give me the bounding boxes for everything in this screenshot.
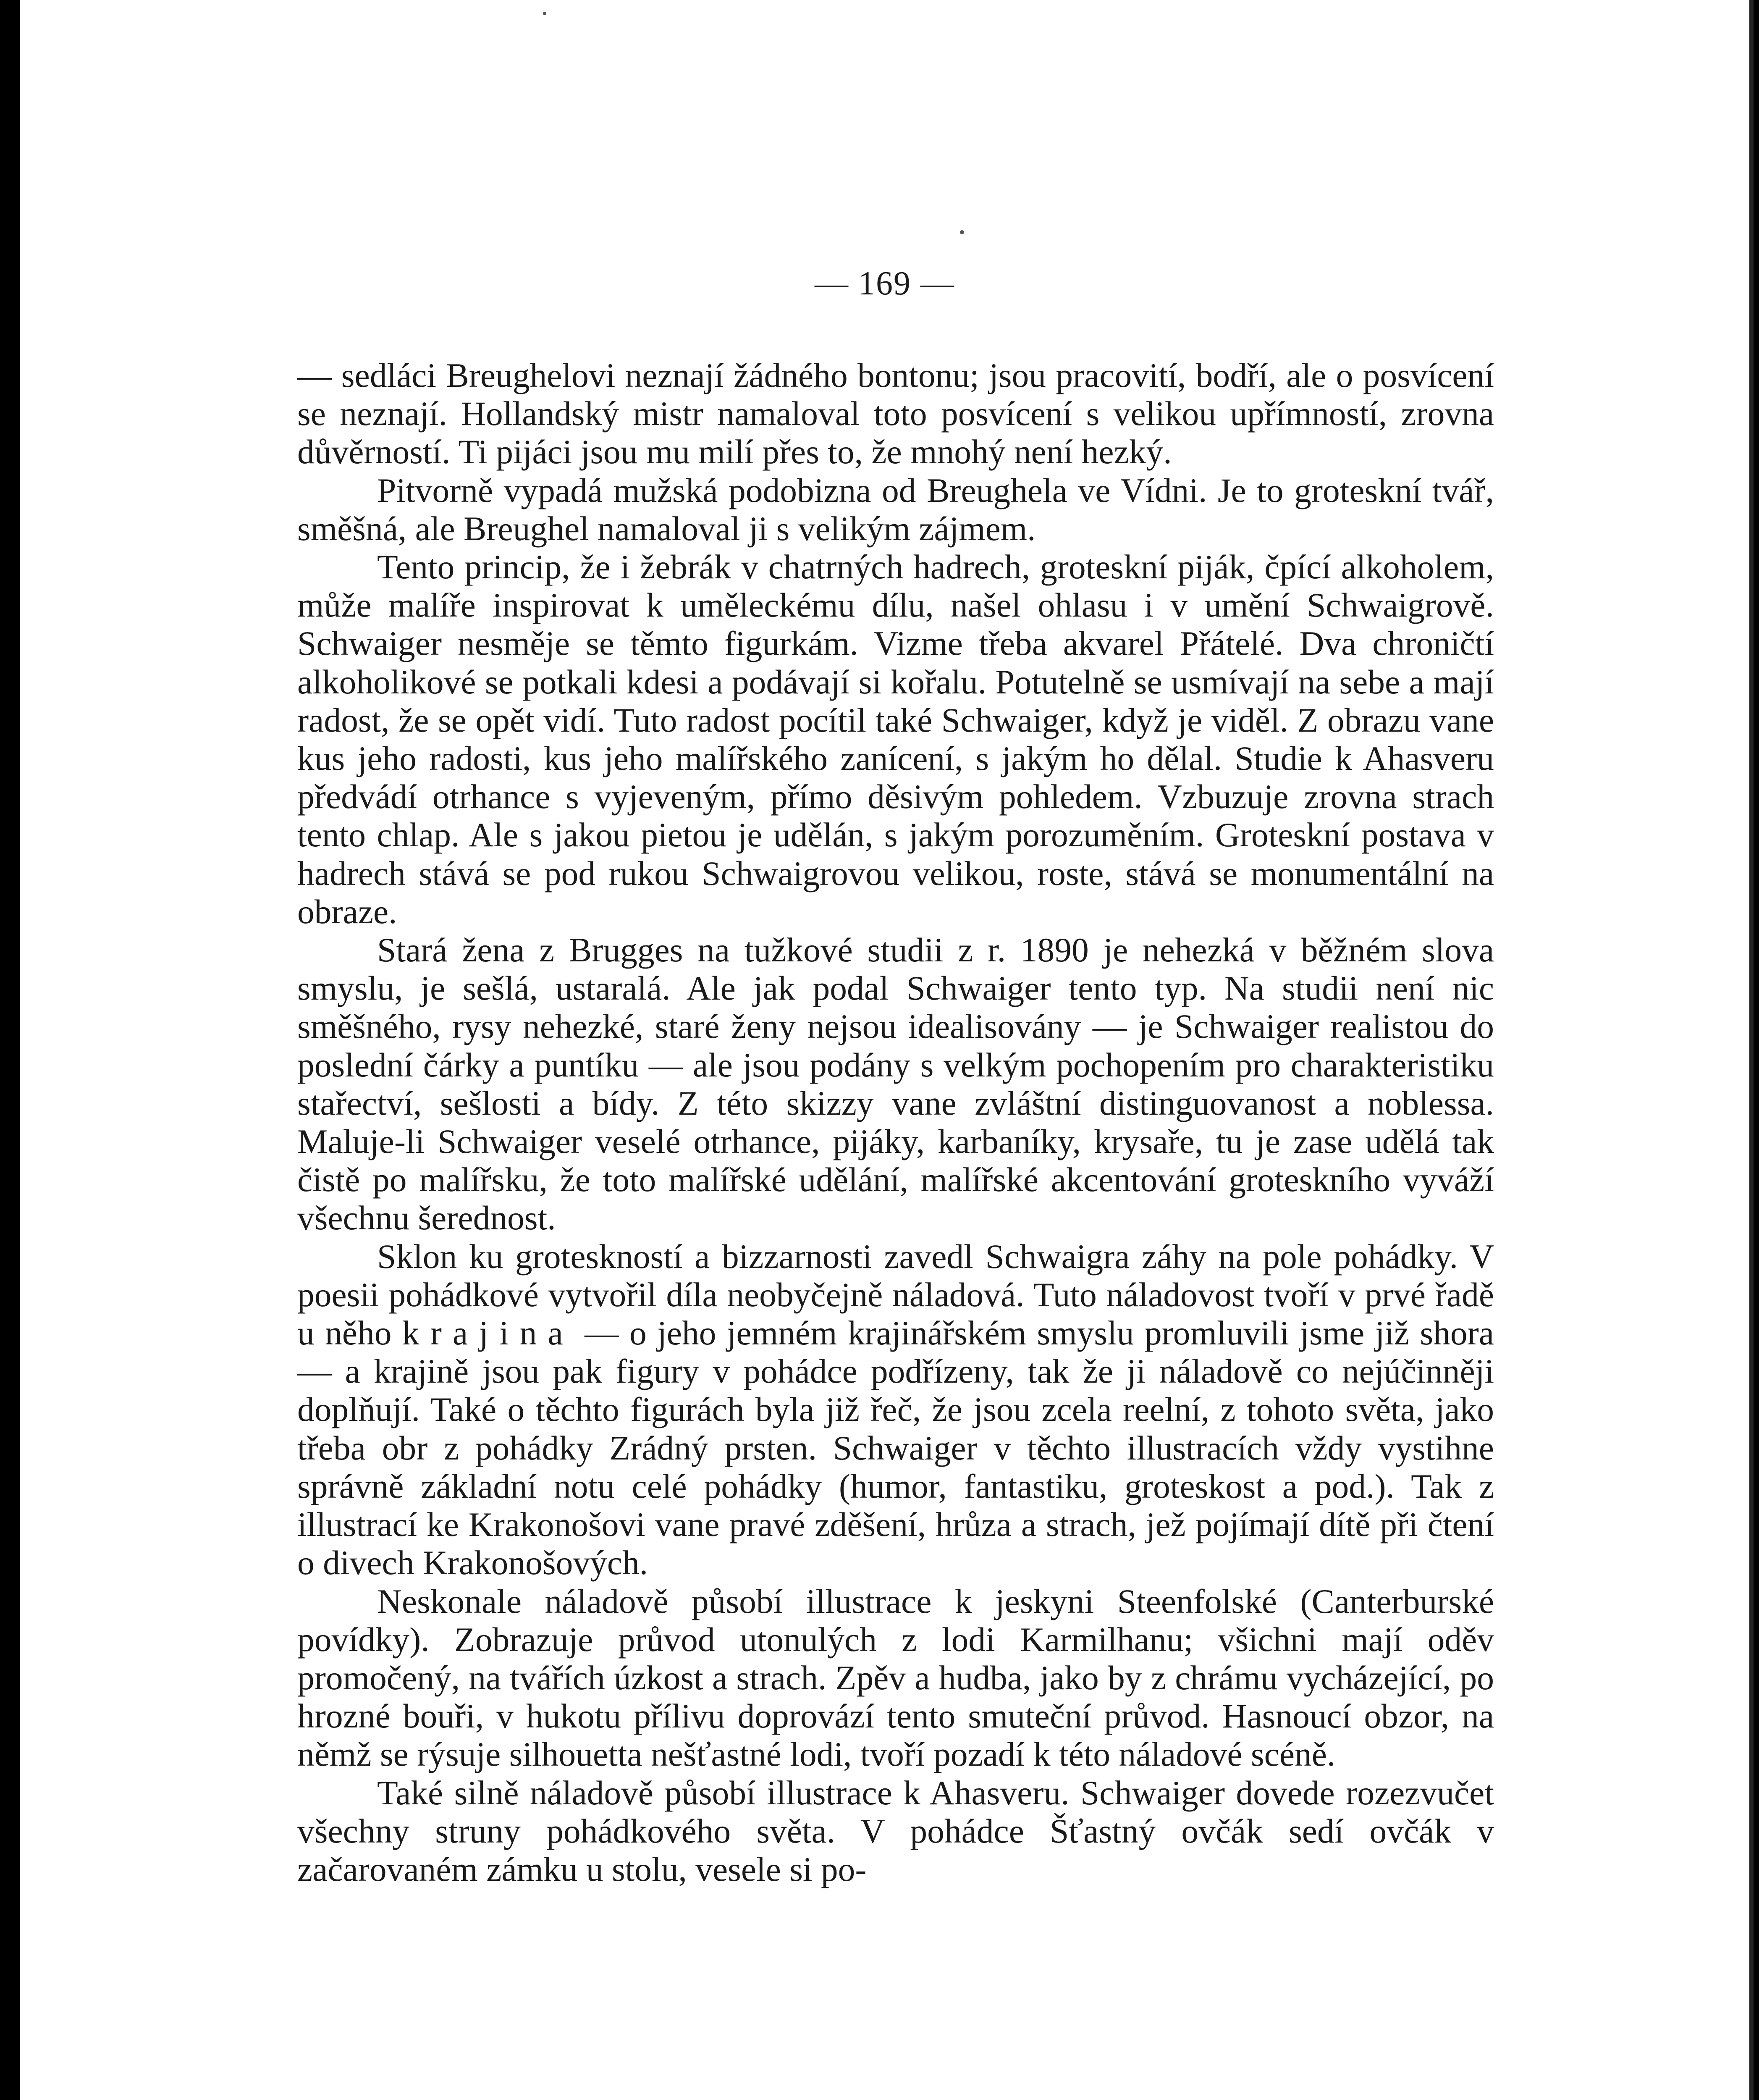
paragraph: Pitvorně vypadá mužská podobizna od Breughela ve Vídni. Je to groteskní tvář, směšná, ale Breughel namaloval ji s velikým zájmem. xyxy=(297,471,1494,548)
paragraph: — sedláci Breughelovi neznají žádného bontonu; jsou pracovití, bodří, ale o posvícení se neznají. Hollandský mistr namaloval toto posvícení s velikou upřímností, zrovna důvěrností. Ti pijáci jsou mu milí přes to, že mnohý není hezký. xyxy=(297,356,1494,471)
body-text xyxy=(297,356,1494,1888)
paragraph-text: Sklon ku groteskností a bizzarnosti zavedl Schwaigra záhy na pole pohádky. V poesii pohádkové vytvořil díla neobyčejně náladová. Tuto náladovost tvoří v prvé řadě u něho xyxy=(297,1237,1494,1352)
paragraph: Neskonale náladově působí illustrace k jeskyni Steenfolské (Canterburské povídky). Zobrazuje průvod utonulých z lodi Karmilhanu; všichni mají oděv promočený, na tvářích úzkost a strach. Zpěv a hudba, jako by z chrámu vycházející, po hrozné bouři, v hukotu přílivu doprovází tento smuteční průvod. Hasnoucí obzor, na němž se rýsuje silhouetta nešťastné lodi, tvoří pozadí k této náladové scéně. xyxy=(297,1582,1494,1774)
scan-speck xyxy=(960,230,964,234)
page-number: — 169 — xyxy=(815,265,955,302)
book-page xyxy=(20,0,1754,2100)
paragraph: Stará žena z Brugges na tužkové studii z r. 1890 je nehezká v běžném slova smyslu, je sešlá, ustaralá. Ale jak podal Schwaiger tento typ. Na studii není nic směšného, rysy nehezké, staré ženy nejsou idealisovány — je Schwaiger realistou do poslední čárky a puntíku — ale jsou podány s velkým pochopením pro charakteristiku stařectví, sešlosti a bídy. Z této skizzy vane zvláštní distinguovanost a noblessa. Maluje-li Schwaiger veselé otrhance, pijáky, karbaníky, krysaře, tu je zase udělá tak čistě po malířsku, že toto malířské udělání, malířské akcentování groteskního vyváží všechnu šerednost. xyxy=(297,931,1494,1237)
paragraph: Také silně náladově působí illustrace k Ahasveru. Schwaiger dovede rozezvučet všechny struny pohádkového světa. V pohádce Šťastný ovčák sedí ovčák v začarovaném zámku u stolu, vesele si po- xyxy=(297,1773,1494,1888)
paragraph: Tento princip, že i žebrák v chatrných hadrech, groteskní piják, čpící alkoholem, může malíře inspirovat k uměleckému dílu, našel ohlasu i v umění Schwaigrově. Schwaiger nesměje se těmto figurkám. Vizme třeba akvarel Přátelé. Dva chroničtí alkoholikové se potkali kdesi a podávají si kořalu. Potutelně se usmívají na sebe a mají radost, že se opět vidí. Tuto radost pocítil také Schwaiger, když je viděl. Z obrazu vane kus jeho radosti, kus jeho malířského zanícení, s jakým ho dělal. Studie k Ahasveru předvádí otrhance s vyjeveným, přímo děsivým pohledem. Vzbuzuje zrovna strach tento chlap. Ale s jakou pietou je udělán, s jakým porozuměním. Groteskní postava v hadrech stává se pod rukou Schwaigrovou velikou, roste, stává se monumentální na obraze. xyxy=(297,548,1494,931)
emphasized-word: krajina xyxy=(402,1314,574,1352)
paragraph xyxy=(297,1237,1494,1582)
paragraph-text: — o jeho jemném krajinářském smyslu promluvili jsme již shora — a krajině jsou pak figury v pohádce podřízeny, tak že ji náladově co nejúčinněji doplňují. Také o těchto figurách byla již řeč, že jsou zcela reelní, z tohoto světa, jako třeba obr z pohádky Zrádný prsten. Schwaiger v těchto illustracích vždy vystihne správně základní notu celé pohádky (humor, fantastiku, groteskost a pod.). Tak z illustrací ke Krakonošovi vane pravé zděšení, hrůza a strach, jež pojímají dítě při čtení o divech Krakonošových. xyxy=(297,1314,1494,1582)
scan-speck xyxy=(543,12,546,15)
